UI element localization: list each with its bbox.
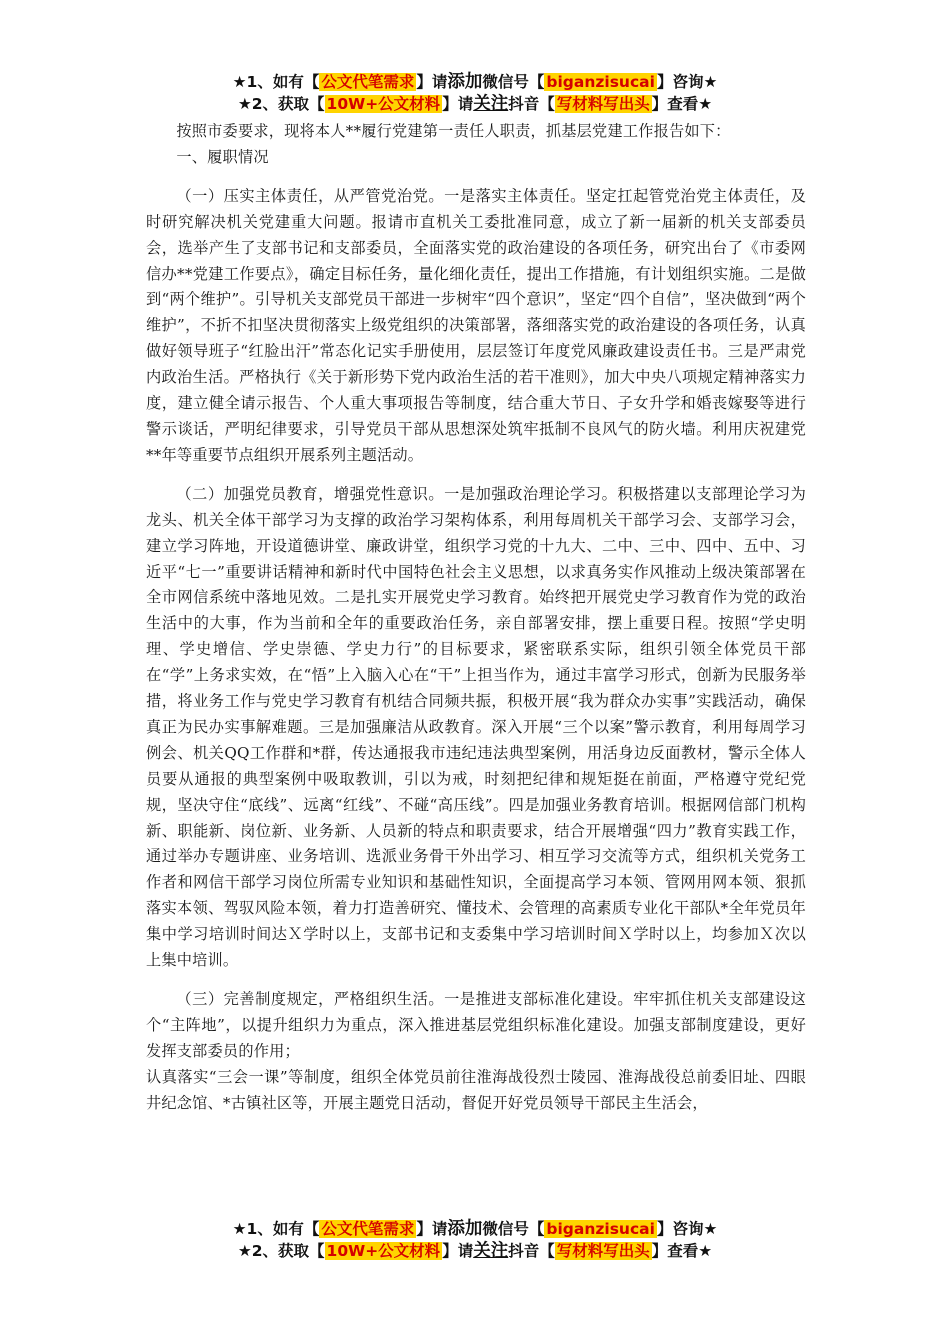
banner-text: 】咨询★ (656, 73, 718, 91)
paragraph-3: （三）完善制度规定，严格组织生活。一是推进支部标准化建设。牢牢抓住机关支部建设这个“主阵地”，以提升组织力为重点，深入推进基层党组织标准化建设。加强支部制度建设，更好发挥支部委员的作用； (146, 990, 806, 1060)
banner-highlight: biganzisucai (546, 1220, 655, 1238)
banner-text: 】查看★ (651, 95, 713, 113)
banner-emphasis: 关注 (473, 1241, 509, 1261)
banner-text: 】请 (442, 1242, 474, 1260)
banner-text: 抖音【 (508, 1242, 555, 1260)
banner-text: ★2、获取【 (237, 1242, 325, 1260)
header-banner (0, 71, 950, 115)
banner-text: 】请 (442, 95, 474, 113)
footer-banner (0, 1218, 950, 1262)
banner-highlight: 10W+公文材料 (326, 1242, 441, 1260)
banner-emphasis: 添加 (447, 1219, 483, 1239)
banner-line-1 (0, 71, 950, 93)
paragraph-4: 认真落实“三会一课”等制度，组织全体党员前往淮海战役烈士陵园、淮海战役总前委旧址、四眼井纪念馆、*古镇社区等，开展主题党日活动，督促开好党员领导干部民主生活会， (146, 1067, 806, 1112)
banner-highlight: 公文代笔需求 (321, 73, 415, 91)
paragraph-2: （二）加强党员教育，增强党性意识。一是加强政治理论学习。积极搭建以支部理论学习为龙头、机关全体干部学习为支撑的政治学习架构体系，利用每周机关干部学习会、支部学习会，建立学习阵地，开设道德讲堂、廉政讲堂，组织学习党的十九大、二中、三中、四中、五中、习近平“七一”重要讲话精神和新时代中国特色社会主义思想，以求真务实作风推动上级决策部署在全市网信系统中落地见效。二是扎实开展党史学习教育。始终把开展党史学习教育作为党的政治生活中的大事，作为当前和全年的重要政治任务，亲自部署安排，摆上重要日程。按照“学史明理、学史增信、学史崇德、学史力行”的目标要求，紧密联系实际，组织引领全体党员干部在“学”上务求实效，在“悟”上入脑入心在“干”上担当作为，通过丰富学习形式，创新为民服务举措，将业务工作与党史学习教育有机结合同频共振，积极开展“我为群众办实事”实践活动，确保真正为民办实事解难题。三是加强廉洁从政教育。深入开展“三个以案”警示教育，利用每周学习例会、机关QQ工作群和*群，传达通报我市违纪违法典型案例，用活身边反面教材，警示全体人员要从通报的典型案例中吸取教训，引以为戒，时刻把纪律和规矩挺在前面，严格遵守党纪党规，坚决守住“底线”、远离“红线”、不碰“高压线”。四是加强业务教育培训。根据网信部门机构新、职能新、岗位新、业务新、人员新的特点和职责要求，结合开展增强“四力”教育实践工作，通过举办专题讲座、业务培训、选派业务骨干外出学习、相互学习交流等方式，组织机关党务工作者和网信干部学习岗位所需专业知识和基础性知识，全面提高学习本领、管网用网本领、狠抓落实本领、驾驭风险本领，着力打造善研究、懂技术、会管理的高素质专业化干部队*全年党员年集中学习培训时间达Ｘ学时以上，支部书记和支委集中学习培训时间Ｘ学时以上，均参加Ｘ次以上集中培训。 (146, 484, 806, 970)
paragraph-1: （一）压实主体责任，从严管党治党。一是落实主体责任。坚定扛起管党治党主体责任，及时研究解决机关党建重大问题。报请市直机关工委批准同意，成立了新一届新的机关支部委员会，选举产生了支部书记和支部委员，全面落实党的政治建设的各项任务，研究出台了《市委网信办**党建工作要点》，确定目标任务，量化细化责任，提出工作措施，有计划组织实施。二是做到“两个维护”。引导机关支部党员干部进一步树牢“四个意识”，坚定“四个自信”，坚决做到“两个维护”，不折不扣坚决贯彻落实上级党组织的决策部署，落细落实党的政治建设的各项任务，认真做好领导班子“红脸出汗”常态化记实手册使用，层层签订年度党风廉政建设责任书。三是严肃党内政治生活。严格执行《关于新形势下党内政治生活的若干准则》，加大中央八项规定精神落实力度，建立健全请示报告、个人重大事项报告等制度，结合重大节日、子女升学和婚丧嫁娶等进行警示谈话，严明纪律要求，引导党员干部从思想深处筑牢抵制不良风气的防火墙。利用庆祝建党**年等重要节点组织开展系列主题活动。 (146, 186, 806, 464)
banner-text: 】咨询★ (656, 1220, 718, 1238)
banner-highlight: biganzisucai (546, 73, 655, 91)
banner-highlight: 写材料写出头 (556, 1242, 650, 1260)
banner-highlight: 写材料写出头 (556, 95, 650, 113)
banner-text: 】查看★ (651, 1242, 713, 1260)
banner-text: 】请 (416, 1220, 448, 1238)
intro-paragraph: 按照市委要求，现将本人**履行党建第一责任人职责，抓基层党建工作报告如下： (176, 122, 731, 140)
banner-line-2 (0, 93, 950, 115)
banner-text: ★2、获取【 (237, 95, 325, 113)
banner-line-1 (0, 1218, 950, 1240)
banner-emphasis: 关注 (473, 94, 509, 114)
banner-text: 】请 (416, 73, 448, 91)
banner-line-2 (0, 1240, 950, 1262)
banner-text: ★1、如有【 (232, 73, 320, 91)
banner-text: 微信号【 (482, 73, 545, 91)
banner-highlight: 10W+公文材料 (326, 95, 441, 113)
document-body (146, 119, 806, 1117)
banner-emphasis: 添加 (447, 72, 483, 92)
banner-text: ★1、如有【 (232, 1220, 320, 1238)
banner-highlight: 公文代笔需求 (321, 1220, 415, 1238)
section-heading: 一、履职情况 (176, 147, 269, 166)
banner-text: 微信号【 (482, 1220, 545, 1238)
banner-text: 抖音【 (508, 95, 555, 113)
